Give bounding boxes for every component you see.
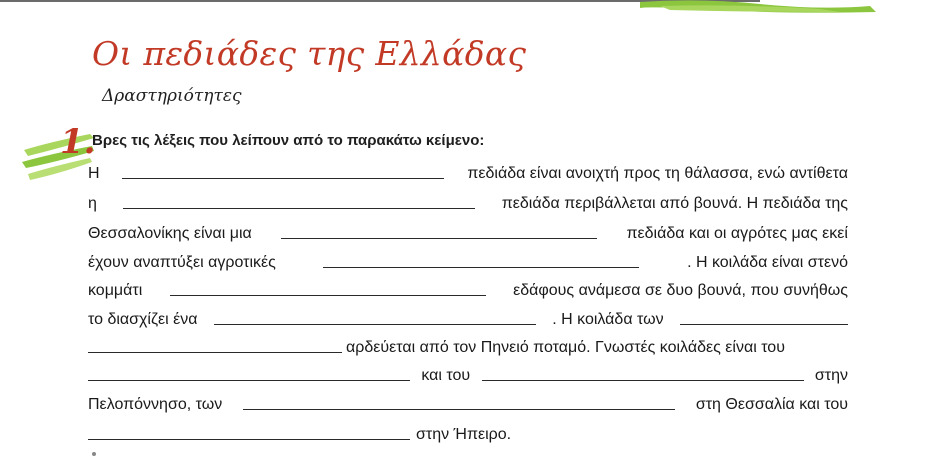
- page-subtitle: Δραστηριότητες: [102, 86, 242, 106]
- fill-blank-3[interactable]: [281, 220, 597, 239]
- green-brush-decoration: [640, 0, 880, 20]
- fill-blank-9[interactable]: [88, 362, 410, 381]
- fill-blank-5[interactable]: [170, 277, 486, 296]
- fill-blank-12[interactable]: [88, 421, 410, 440]
- exercise-number: 1.: [60, 122, 96, 162]
- fill-blank-11[interactable]: [243, 391, 675, 410]
- text-line-2: η πεδιάδα περιβάλλεται από βουνά. Η πεδιάδα της: [88, 189, 848, 215]
- text-line-6: το διασχίζει ένα . Η κοιλάδα των: [88, 305, 848, 331]
- bottom-dot: [92, 452, 96, 456]
- text-line-9: Πελοπόννησο, των στη Θεσσαλία και του: [88, 390, 848, 416]
- text-line-7: αρδεύεται από τον Πηνειό ποταμό. Γνωστές κοιλάδες είναι του: [88, 333, 848, 359]
- page-title: Οι πεδιάδες της Ελλάδας: [92, 34, 527, 73]
- text-line-10: στην Ήπειρο.: [88, 420, 848, 446]
- text-line-5: κομμάτι εδάφους ανάμεσα σε δυο βουνά, που συνήθως: [88, 276, 848, 302]
- fill-blank-2[interactable]: [123, 190, 475, 209]
- fill-blank-10[interactable]: [482, 362, 804, 381]
- fill-blank-8[interactable]: [88, 334, 342, 353]
- fill-blank-6[interactable]: [214, 306, 536, 325]
- fill-blank-1[interactable]: [122, 160, 444, 179]
- text-line-3: Θεσσαλονίκης είναι μια πεδιάδα και οι αγρότες μας εκεί: [88, 219, 848, 245]
- exercise-instruction: Βρες τις λέξεις που λείπουν από το παρακάτω κείμενο:: [92, 132, 485, 149]
- fill-blank-4[interactable]: [323, 249, 639, 268]
- text-line-1: Η πεδιάδα είναι ανοιχτή προς τη θάλασσα, ενώ αντίθετα: [88, 159, 848, 185]
- text-line-4: έχουν αναπτύξει αγροτικές . Η κοιλάδα είναι στενό: [88, 248, 848, 274]
- text-line-8: και του στην: [88, 361, 848, 387]
- fill-blank-7[interactable]: [680, 306, 848, 325]
